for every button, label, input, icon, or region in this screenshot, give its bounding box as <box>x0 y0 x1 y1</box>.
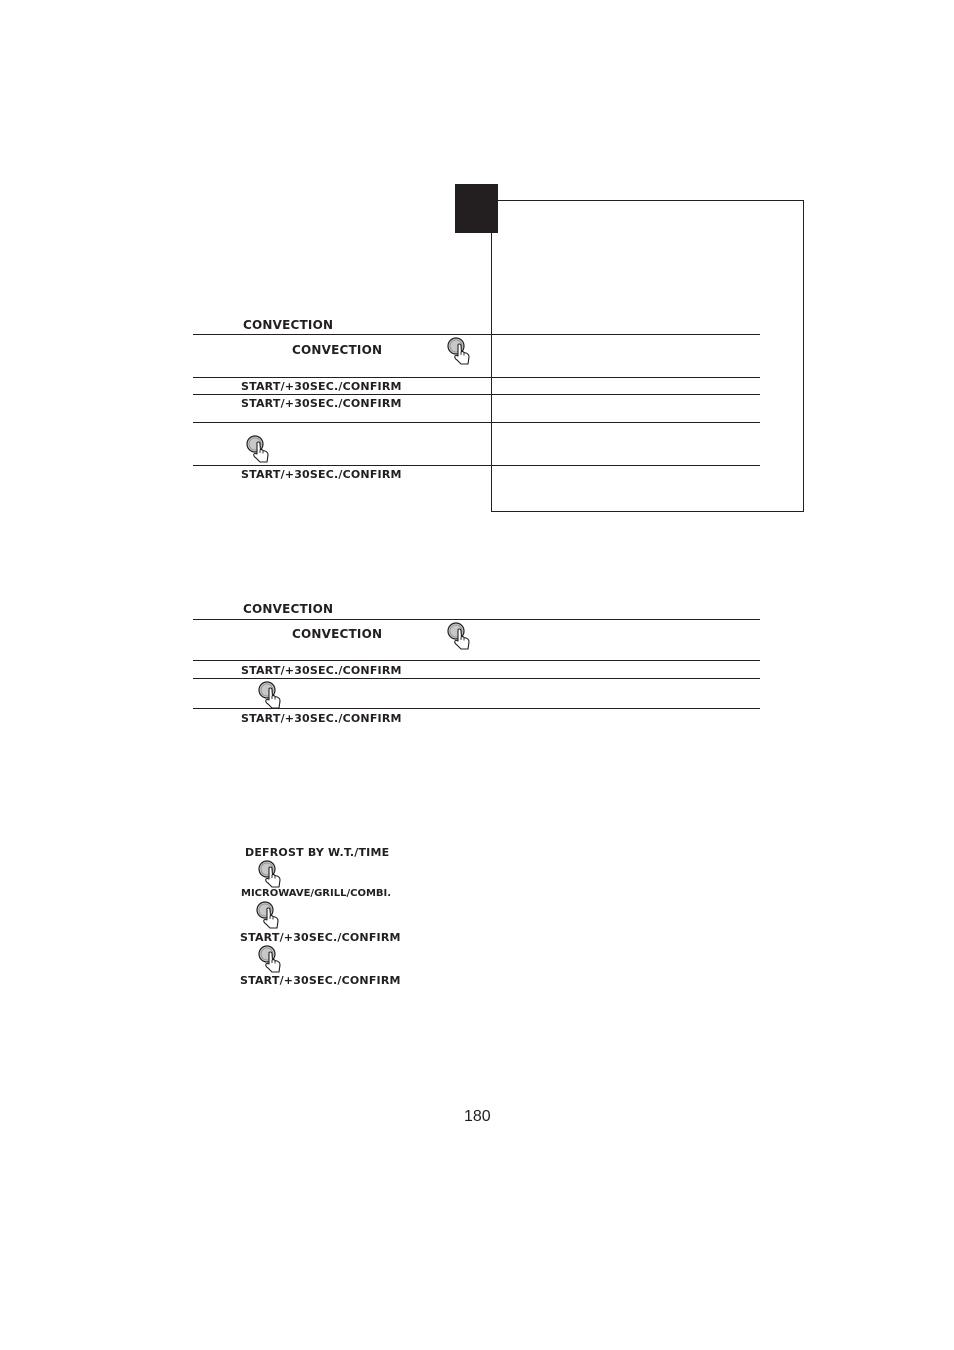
section2-row-divider <box>193 708 760 709</box>
section1-row-divider <box>193 377 760 378</box>
knob-hand-icon <box>245 434 271 464</box>
knob-hand-icon <box>257 859 283 889</box>
section1-row-divider <box>193 334 760 335</box>
section2-row-divider <box>193 678 760 679</box>
knob-hand-icon <box>446 621 472 651</box>
section1-start-confirm-label: START/+30SEC./CONFIRM <box>241 380 402 393</box>
knob-hand-icon <box>257 680 283 710</box>
section2-start-confirm-label: START/+30SEC./CONFIRM <box>241 664 402 677</box>
section1-row-divider <box>193 465 760 466</box>
section3-start-confirm-label: START/+30SEC./CONFIRM <box>240 974 401 987</box>
section2-heading-convection: CONVECTION <box>243 602 334 616</box>
section2-start-confirm-label: START/+30SEC./CONFIRM <box>241 712 402 725</box>
section2-row-divider <box>193 660 760 661</box>
section2-convection-button-label: CONVECTION <box>292 627 383 641</box>
section3-defrost-label: DEFROST BY W.T./TIME <box>245 846 390 859</box>
section1-row-divider <box>193 394 760 395</box>
section3-microwave-grill-combi-label: MICROWAVE/GRILL/COMBI. <box>241 888 392 899</box>
page-number: 180 <box>464 1108 491 1125</box>
section1-start-confirm-label: START/+30SEC./CONFIRM <box>241 468 402 481</box>
section1-row-divider <box>193 422 760 423</box>
section1-start-confirm-label: START/+30SEC./CONFIRM <box>241 397 402 410</box>
knob-hand-icon <box>446 336 472 366</box>
section3-start-confirm-label: START/+30SEC./CONFIRM <box>240 931 401 944</box>
section1-heading-convection: CONVECTION <box>243 318 334 332</box>
knob-hand-icon <box>255 900 281 930</box>
section2-row-divider <box>193 619 760 620</box>
section1-convection-button-label: CONVECTION <box>292 343 383 357</box>
knob-hand-icon <box>257 944 283 974</box>
